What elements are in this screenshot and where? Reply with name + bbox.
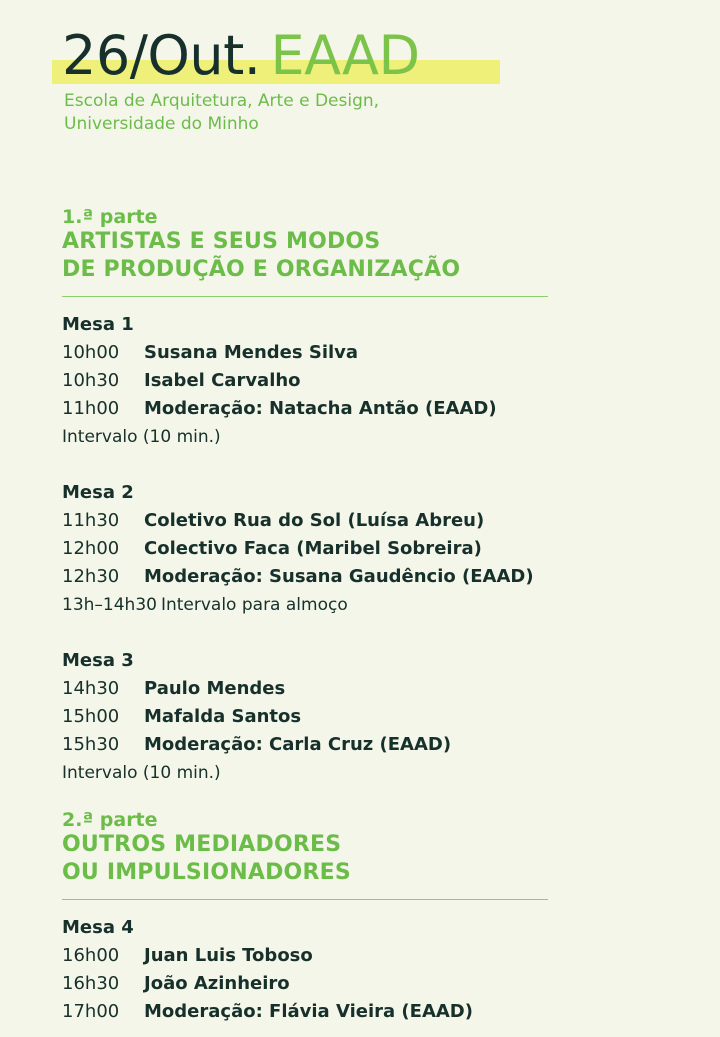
- speaker: Juan Luis Toboso: [144, 945, 313, 966]
- schedule-row: [62, 675, 548, 703]
- break-time: 13h–14h30: [62, 595, 157, 615]
- mesa-1: [62, 311, 548, 451]
- part-title-line: ARTISTAS E SEUS MODOS: [62, 229, 381, 254]
- event-date: 26/Out.: [62, 24, 261, 87]
- speaker: Moderação: Natacha Antão (EAAD): [144, 398, 497, 419]
- time: 10h30: [62, 370, 120, 391]
- time: 17h00: [62, 1001, 120, 1022]
- mesa-2: [62, 479, 548, 619]
- time: 15h30: [62, 734, 120, 755]
- break-note: [62, 591, 548, 619]
- event-venue: EAAD: [270, 24, 420, 87]
- break-label: Intervalo para almoço: [160, 595, 348, 615]
- break-note: Intervalo (10 min.): [62, 427, 221, 447]
- subtitle-line: Escola de Arquitetura, Arte e Design,: [64, 91, 380, 111]
- speaker: Moderação: Flávia Vieira (EAAD): [144, 1001, 473, 1022]
- venue-subtitle: [64, 90, 379, 136]
- time: 14h30: [62, 678, 120, 699]
- schedule-row: [62, 970, 548, 998]
- speaker: Susana Mendes Silva: [144, 342, 359, 363]
- mesa-title: Mesa 4: [62, 917, 134, 938]
- speaker: Moderação: Carla Cruz (EAAD): [144, 734, 452, 755]
- page-title: [62, 26, 548, 86]
- divider: [62, 296, 548, 297]
- part-label: 1.ª parte: [62, 206, 158, 228]
- schedule-row: [62, 998, 548, 1026]
- divider: [62, 899, 548, 900]
- mesa-4: [62, 914, 548, 1026]
- schedule-row: [62, 395, 548, 423]
- part-label: 2.ª parte: [62, 809, 158, 831]
- schedule-row: [62, 507, 548, 535]
- mesa-title: Mesa 2: [62, 482, 134, 503]
- part-1: [62, 206, 548, 787]
- schedule-row: [62, 367, 548, 395]
- mesa-title: Mesa 3: [62, 650, 134, 671]
- time: 15h00: [62, 706, 120, 727]
- time: 16h30: [62, 973, 120, 994]
- mesa-3: [62, 647, 548, 787]
- time: 16h00: [62, 945, 120, 966]
- speaker: Moderação: Susana Gaudêncio (EAAD): [144, 566, 534, 587]
- part-title-line: DE PRODUÇÃO E ORGANIZAÇÃO: [62, 257, 461, 282]
- part-title-line: OU IMPULSIONADORES: [62, 860, 351, 885]
- subtitle-line: Universidade do Minho: [64, 114, 259, 134]
- program-page: [62, 0, 548, 1026]
- speaker: Colectivo Faca (Maribel Sobreira): [144, 538, 482, 559]
- speaker: Mafalda Santos: [144, 706, 302, 727]
- speaker: Coletivo Rua do Sol (Luísa Abreu): [144, 510, 485, 531]
- speaker: João Azinheiro: [144, 973, 290, 994]
- part-2: [62, 809, 548, 1026]
- speaker: Isabel Carvalho: [144, 370, 301, 391]
- schedule-row: [62, 942, 548, 970]
- break-note: Intervalo (10 min.): [62, 763, 221, 783]
- schedule-row: [62, 535, 548, 563]
- time: 12h00: [62, 538, 120, 559]
- time: 12h30: [62, 566, 120, 587]
- part-title-line: OUTROS MEDIADORES: [62, 832, 342, 857]
- time: 10h00: [62, 342, 120, 363]
- schedule-row: [62, 731, 548, 759]
- schedule-row: [62, 703, 548, 731]
- time: 11h00: [62, 398, 120, 419]
- speaker: Paulo Mendes: [144, 678, 286, 699]
- mesa-title: Mesa 1: [62, 314, 134, 335]
- schedule-row: [62, 339, 548, 367]
- time: 11h30: [62, 510, 120, 531]
- schedule-row: [62, 563, 548, 591]
- header: [62, 26, 548, 166]
